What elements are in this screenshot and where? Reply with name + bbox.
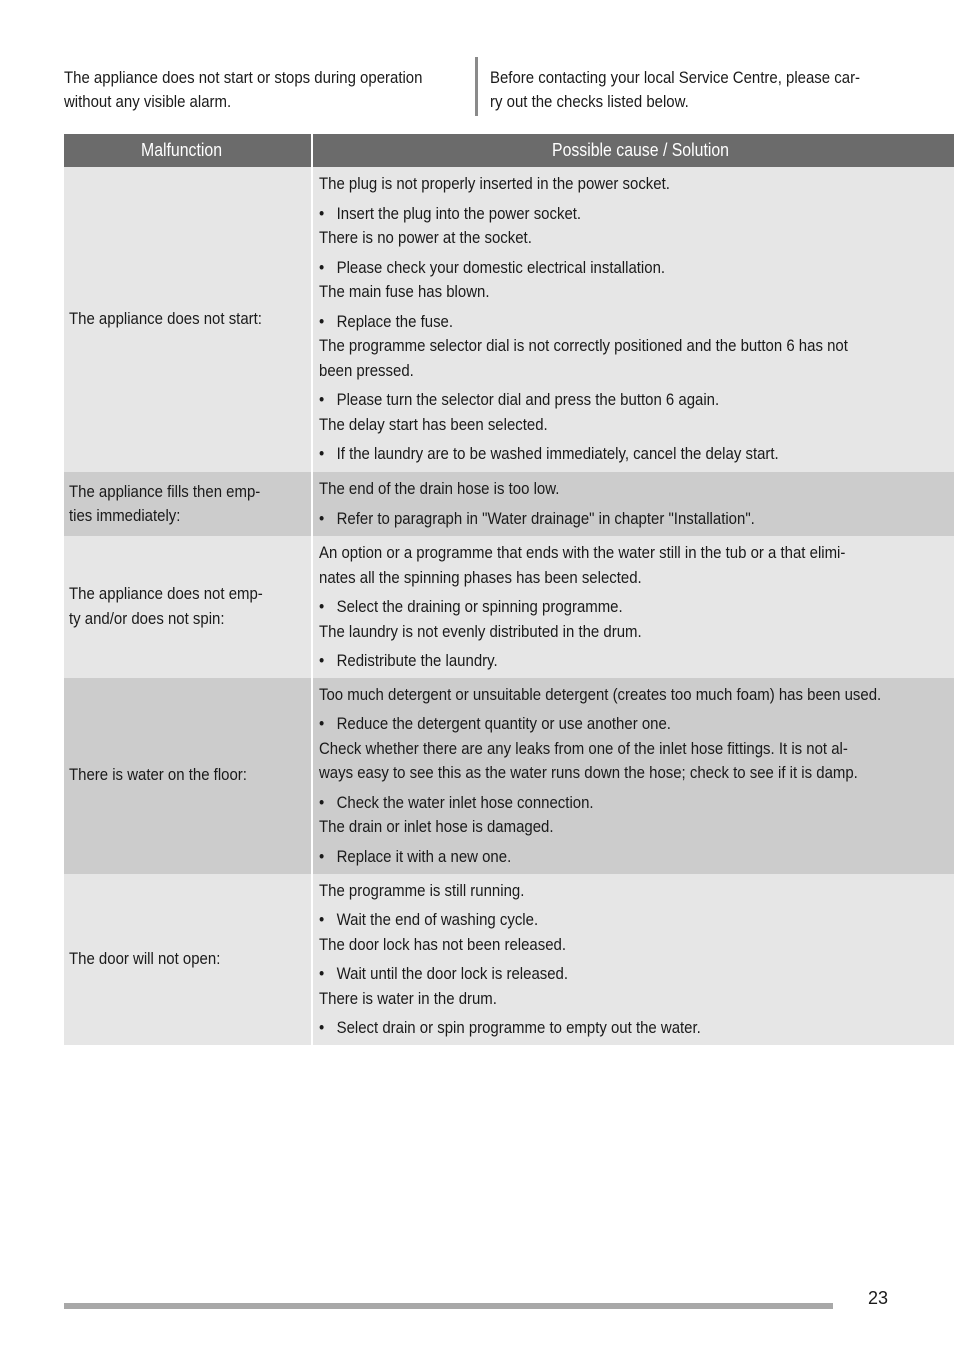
- intro-right-line: ry out the checks listed below.: [490, 92, 689, 111]
- malfunction-cell: [64, 472, 313, 536]
- cause-text: nates all the spinning phases has been selected.: [319, 567, 642, 587]
- malfunction-line: The appliance fills then emp-: [69, 481, 261, 501]
- malfunction-cell: [64, 874, 313, 1045]
- header-malfunction: Malfunction: [64, 134, 313, 167]
- cause-text: There is no power at the socket.: [319, 228, 532, 247]
- bullet-icon: •: [319, 651, 325, 670]
- cause-text: An option or a programme that ends with the water still in the tub or a that elimi-: [319, 543, 846, 562]
- solution-cell: [313, 472, 954, 536]
- solution-item: • Please turn the selector dial and press the button 6 again.: [319, 388, 904, 413]
- table-row: [64, 678, 954, 874]
- bullet-icon: •: [319, 311, 325, 331]
- cause-text: There is water in the drum.: [319, 988, 497, 1008]
- troubleshooting-table: [64, 134, 954, 1045]
- cause-text: Check whether there are any leaks from one of the inlet hose fittings. It is not al-: [319, 738, 848, 758]
- malfunction-line: The door will not open:: [69, 948, 221, 968]
- footer-rule: [64, 1303, 833, 1309]
- solution-item: • Reduce the detergent quantity or use another one.: [319, 712, 904, 737]
- intro-left-line: without any visible alarm.: [64, 92, 232, 111]
- solution-item: • Wait until the door lock is released.: [319, 962, 904, 987]
- bullet-icon: •: [319, 792, 325, 812]
- solution-cell: [313, 167, 954, 472]
- solution-cell: [313, 874, 954, 1045]
- intro-right-text: [490, 66, 886, 114]
- solution-cell: [313, 678, 954, 874]
- bullet-icon: •: [319, 390, 325, 409]
- solution-item: • Replace the fuse.: [319, 310, 904, 335]
- solution-item: • Select the draining or spinning programme.: [319, 595, 904, 620]
- intro-left-line: The appliance does not start or stops during operation: [64, 68, 423, 87]
- cause-text: The door lock has not been released.: [319, 934, 567, 954]
- solution-cell: [313, 536, 954, 678]
- bullet-icon: •: [319, 964, 325, 983]
- cause-text: The plug is not properly inserted in the power socket.: [319, 174, 670, 193]
- solution-item: • If the laundry are to be washed immediately, cancel the delay start.: [319, 442, 904, 467]
- page-number: 23: [868, 1288, 889, 1308]
- cause-text: Too much detergent or unsuitable detergent (creates too much foam) has been used.: [319, 684, 882, 704]
- bullet-icon: •: [319, 203, 325, 223]
- cause-text: The end of the drain hose is too low.: [319, 479, 560, 498]
- table-header-row: [64, 134, 954, 167]
- intro-left-text: [64, 66, 464, 114]
- solution-item: • Wait the end of washing cycle.: [319, 908, 904, 933]
- cause-text: ways easy to see this as the water runs down the hose; check to see if it is damp.: [319, 763, 858, 782]
- table-row: [64, 536, 954, 678]
- malfunction-line: The appliance does not emp-: [69, 584, 263, 604]
- table-row: [64, 874, 954, 1045]
- bullet-icon: •: [319, 444, 325, 463]
- cause-text: been pressed.: [319, 360, 414, 380]
- solution-item: • Select drain or spin programme to empty out the water.: [319, 1016, 904, 1041]
- intro-right-line: Before contacting your local Service Centre, please car-: [490, 68, 861, 87]
- cause-text: The programme is still running.: [319, 880, 525, 900]
- bullet-icon: •: [319, 714, 325, 733]
- cause-text: The main fuse has blown.: [319, 282, 490, 301]
- malfunction-cell: [64, 167, 313, 472]
- solution-item: • Refer to paragraph in "Water drainage" in chapter "Installation".: [319, 507, 904, 532]
- malfunction-line: ty and/or does not spin:: [69, 608, 225, 628]
- solution-item: • Replace it with a new one.: [319, 845, 904, 870]
- bullet-icon: •: [319, 257, 325, 277]
- table-row: [64, 472, 954, 536]
- bullet-icon: •: [319, 508, 325, 528]
- cause-text: The laundry is not evenly distributed in the drum.: [319, 621, 642, 641]
- solution-item: • Check the water inlet hose connection.: [319, 791, 904, 816]
- malfunction-cell: [64, 678, 313, 874]
- malfunction-cell: [64, 536, 313, 678]
- bullet-icon: •: [319, 1018, 325, 1037]
- cause-text: The drain or inlet hose is damaged.: [319, 817, 554, 836]
- bullet-icon: •: [319, 597, 325, 616]
- cause-text: The programme selector dial is not correctly positioned and the button 6 has not: [319, 336, 848, 355]
- cause-text: The delay start has been selected.: [319, 414, 548, 434]
- malfunction-line: The appliance does not start:: [69, 309, 262, 329]
- solution-item: • Redistribute the laundry.: [319, 649, 904, 674]
- bullet-icon: •: [319, 846, 325, 866]
- table-row: [64, 167, 954, 472]
- malfunction-line: ties immediately:: [69, 506, 181, 525]
- bullet-icon: •: [319, 910, 325, 929]
- header-solution: Possible cause / Solution: [313, 134, 954, 167]
- intro-divider: [475, 57, 478, 116]
- malfunction-line: There is water on the floor:: [69, 765, 247, 785]
- solution-item: • Please check your domestic electrical installation.: [319, 256, 904, 281]
- solution-item: • Insert the plug into the power socket.: [319, 202, 904, 227]
